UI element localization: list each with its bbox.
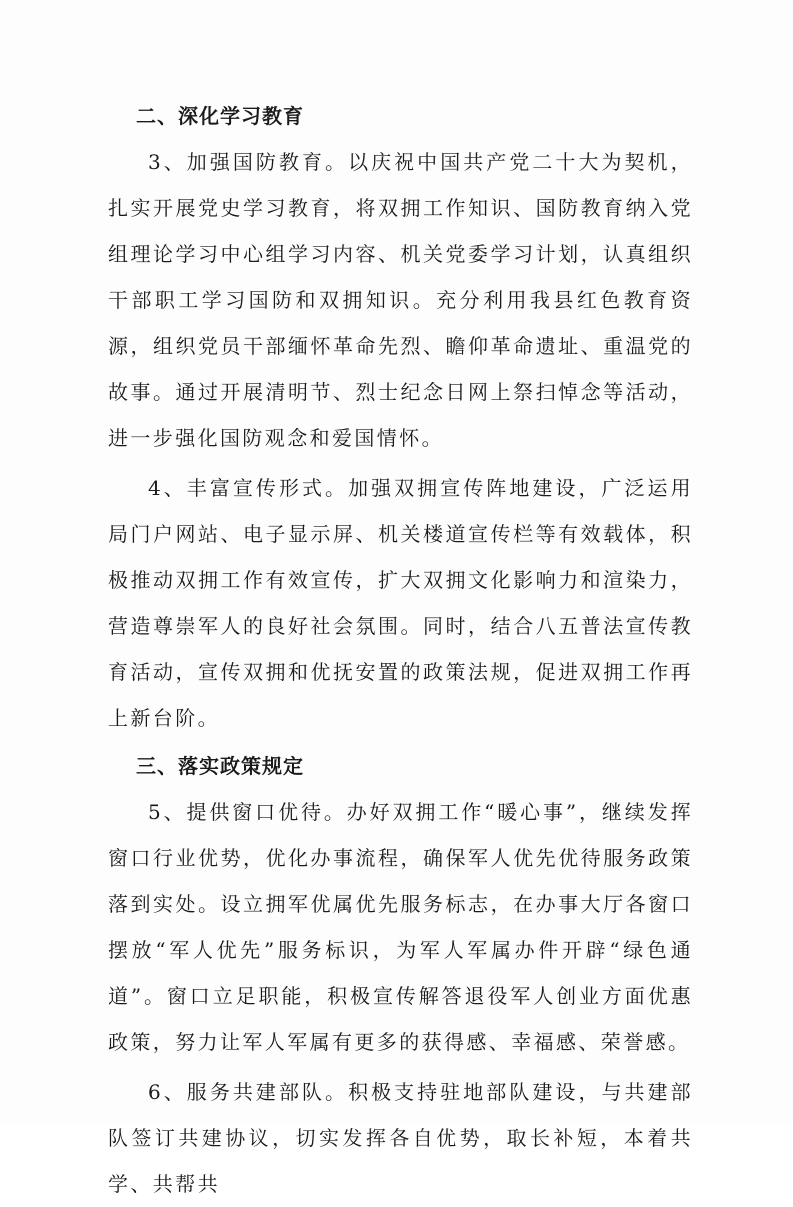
section-heading-implement-policy: 三、落实政策规定 [136, 754, 304, 778]
section-heading-deepen-education: 二、深化学习教育 [136, 104, 304, 128]
document-body [108, 93, 693, 1207]
paragraph-national-defense-education: 3、加强国防教育。以庆祝中国共产党二十大为契机，扎实开展党史学习教育，将双拥工作知识、国防教育纳入党组理论学习中心组学习内容、机关党委学习计划，认真组织干部职工学习国防和双拥知识。充分利用我县红色教育资源，组织党员干部缅怀革命先烈、瞻仰革命遗址、重温党的故事。通过开展清明节、烈士纪念日网上祭扫悼念等活动，进一步强化国防观念和爱国情怀。 [108, 150, 693, 450]
paragraph-window-preferential-treatment: 5、提供窗口优待。办好双拥工作“暖心事”，继续发挥窗口行业优势，优化办事流程，确保军人优先优待服务政策落到实处。设立拥军优属优先服务标志，在办事大厅各窗口摆放“军人优先”服务标识，为军人军属办件开辟“绿色通道”。窗口立足职能，积极宣传解答退役军人创业方面优惠政策，努力让军人军属有更多的获得感、幸福感、荣誉感。 [108, 800, 693, 1054]
paragraph-publicity-forms: 4、丰富宣传形式。加强双拥宣传阵地建设，广泛运用局门户网站、电子显示屏、机关楼道宣传栏等有效载体，积极推动双拥工作有效宣传，扩大双拥文化影响力和渲染力，营造尊崇军人的良好社会氛围。同时，结合八五普法宣传教育活动，宣传双拥和优抚安置的政策法规，促进双拥工作再上新台阶。 [108, 476, 693, 730]
paragraph-serve-partner-troops: 6、服务共建部队。积极支持驻地部队建设，与共建部队签订共建协议，切实发挥各自优势，取长补短，本着共学、共帮共 [108, 1080, 693, 1196]
